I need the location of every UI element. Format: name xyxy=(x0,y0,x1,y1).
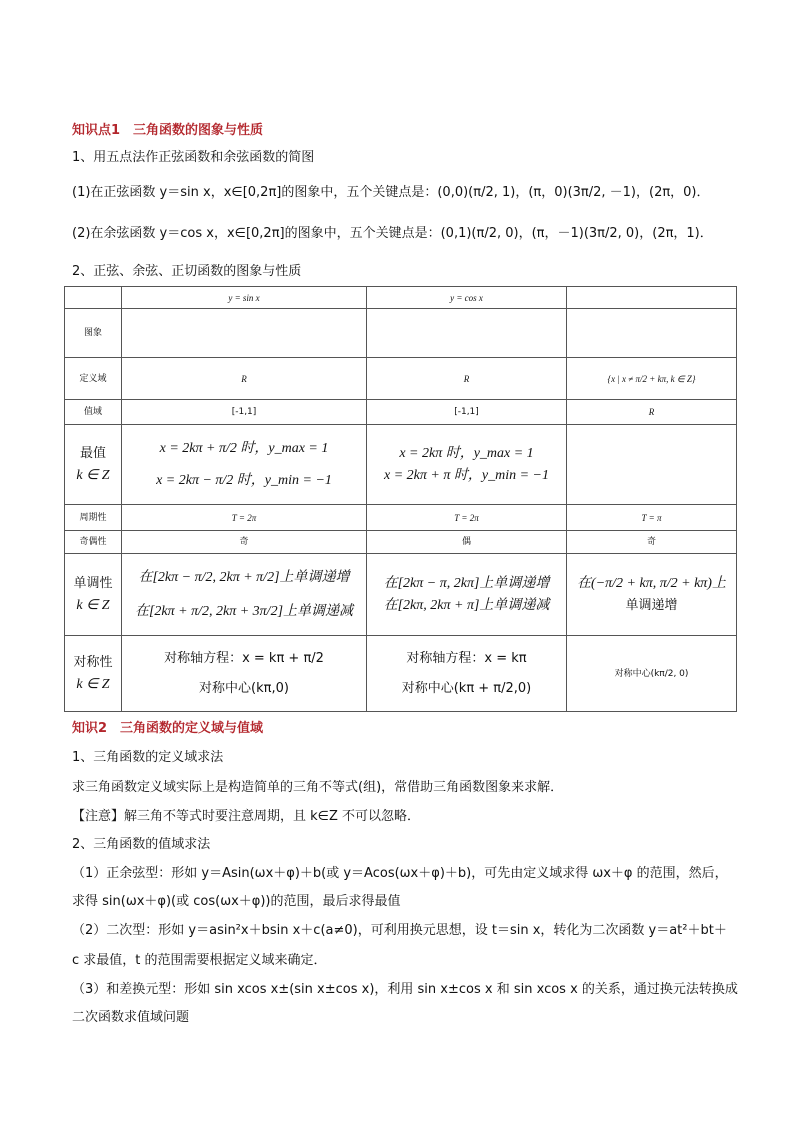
extreme-tan-empty xyxy=(567,425,737,505)
row-label-monotonic xyxy=(65,554,122,636)
domain-note: 【注意】解三角不等式时要注意周期，且 k∈Z 不可以忽略． xyxy=(72,809,421,824)
table-row-parity xyxy=(65,531,737,554)
symmetry-cos-axis: 对称轴方程：x = kπ xyxy=(406,650,527,666)
subsection-title-range: 2、三角函数的值域求法 xyxy=(72,837,211,852)
period-tan: T = π xyxy=(567,505,737,531)
table-row-period xyxy=(65,505,737,531)
header-sin: y = sin x xyxy=(122,287,367,309)
table-row-domain xyxy=(65,358,737,400)
row-label-monotonic-k: k ∈ Z xyxy=(76,597,110,613)
parity-cos: 偶 xyxy=(367,531,567,554)
row-label-domain: 定义域 xyxy=(65,358,122,400)
domain-method-text: 求三角函数定义域实际上是构造简单的三角不等式(组)，常借助三角函数图象来求解． xyxy=(72,780,564,795)
subsection-title-five-point: 1、用五点法作正弦函数和余弦函数的简图 xyxy=(72,150,315,165)
symmetry-sin xyxy=(122,636,367,712)
extreme-sin-max: x = 2kπ + π/2 时，y_max = 1 xyxy=(159,440,329,456)
range-method-2-line-2: c 求最值，t 的范围需要根据定义域来确定． xyxy=(72,953,327,968)
monotonic-sin-inc: 在[2kπ − π/2, 2kπ + π/2]上单调递增 xyxy=(138,569,350,585)
row-label-graph: 图象 xyxy=(65,309,122,358)
domain-cos: R xyxy=(367,358,567,400)
header-tan-empty xyxy=(567,287,737,309)
monotonic-cos-dec: 在[2kπ, 2kπ + π]上单调递减 xyxy=(383,597,550,613)
extreme-sin xyxy=(122,425,367,505)
symmetry-cos xyxy=(367,636,567,712)
row-label-extreme xyxy=(65,425,122,505)
row-label-monotonic-text: 单调性 xyxy=(73,575,113,591)
cos-key-points: (2)在余弦函数 y＝cos x，x∈[0,2π]的图象中，五个关键点是：(0,1)(π/2, 0)，(π，－1)(3π/2, 0)，(2π，1)． xyxy=(72,226,713,241)
monotonic-cos-inc: 在[2kπ − π, 2kπ]上单调递增 xyxy=(383,575,550,591)
subsection-title-domain: 1、三角函数的定义域求法 xyxy=(72,750,224,765)
row-label-parity: 奇偶性 xyxy=(65,531,122,554)
row-label-period: 周期性 xyxy=(65,505,122,531)
table-row-symmetry xyxy=(65,636,737,712)
parity-tan: 奇 xyxy=(567,531,737,554)
symmetry-cos-center: 对称中心(kπ + π/2,0) xyxy=(401,680,532,696)
range-method-3-line-1: （3）和差换元型：形如 sin xcos x±(sin x±cos x)，利用 sin x±cos x 和 sin xcos x 的关系，通过换元法转换成 xyxy=(72,982,738,997)
row-label-symmetry xyxy=(65,636,122,712)
table-row-monotonic xyxy=(65,554,737,636)
section-heading-2: 知识2 三角函数的定义域与值域 xyxy=(72,721,264,736)
table-row-range xyxy=(65,400,737,425)
graph-cell-tan xyxy=(567,309,737,358)
range-tan: R xyxy=(567,400,737,425)
domain-tan: {x | x ≠ π/2 + kπ, k ∈ Z} xyxy=(567,358,737,400)
sin-key-points: (1)在正弦函数 y＝sin x，x∈[0,2π]的图象中，五个关键点是：(0,0)(π/2, 1)，(π，0)(3π/2, －1)，(2π，0)． xyxy=(72,185,710,200)
domain-sin: R xyxy=(122,358,367,400)
symmetry-sin-axis: 对称轴方程：x = kπ + π/2 xyxy=(164,650,324,666)
range-method-2-line-1: （2）二次型：形如 y＝asin²x＋bsin x＋c(a≠0)，可利用换元思想，设 t＝sin x，转化为二次函数 y＝at²＋bt＋ xyxy=(72,923,727,938)
monotonic-sin xyxy=(122,554,367,636)
monotonic-sin-dec: 在[2kπ + π/2, 2kπ + 3π/2]上单调递减 xyxy=(134,603,354,619)
symmetry-sin-center: 对称中心(kπ,0) xyxy=(199,680,289,696)
table-header-row xyxy=(65,287,737,309)
table-row-extreme xyxy=(65,425,737,505)
extreme-cos-min: x = 2kπ + π 时，y_min = −1 xyxy=(384,467,549,483)
header-cos: y = cos x xyxy=(367,287,567,309)
row-label-range: 值域 xyxy=(65,400,122,425)
monotonic-cos xyxy=(367,554,567,636)
extreme-cos-max: x = 2kπ 时，y_max = 1 xyxy=(399,445,534,461)
parity-sin: 奇 xyxy=(122,531,367,554)
monotonic-tan xyxy=(567,554,737,636)
table-row-graph xyxy=(65,309,737,358)
range-cos: [-1,1] xyxy=(367,400,567,425)
range-method-3-line-2: 二次函数求值域问题 xyxy=(72,1010,190,1025)
extreme-cos xyxy=(367,425,567,505)
section-heading-1: 知识点1 三角函数的图象与性质 xyxy=(72,123,264,138)
row-label-extreme-text: 最值 xyxy=(79,445,106,461)
range-method-1-line-2: 求得 sin(ωx＋φ)(或 cos(ωx＋φ))的范围，最后求得最值 xyxy=(72,894,401,909)
range-method-1-line-1: （1）正余弦型：形如 y＝Asin(ωx＋φ)＋b(或 y＝Acos(ωx＋φ)＋b)，可先由定义域求得 ωx＋φ 的范围，然后， xyxy=(72,866,728,881)
row-label-extreme-k: k ∈ Z xyxy=(76,467,110,483)
subsection-title-graph-props: 2、正弦、余弦、正切函数的图象与性质 xyxy=(72,264,302,279)
period-sin: T = 2π xyxy=(122,505,367,531)
graph-cell-sin xyxy=(122,309,367,358)
period-cos: T = 2π xyxy=(367,505,567,531)
range-sin: [-1,1] xyxy=(122,400,367,425)
monotonic-tan-inc: 单调递增 xyxy=(625,597,678,613)
monotonic-tan-range: 在(−π/2 + kπ, π/2 + kπ)上 xyxy=(577,575,726,591)
row-label-symmetry-text: 对称性 xyxy=(73,654,113,670)
row-label-symmetry-k: k ∈ Z xyxy=(76,676,110,692)
symmetry-tan-center: 对称中心(kπ/2, 0) xyxy=(567,636,737,712)
trig-properties-table xyxy=(64,286,737,712)
header-cell-empty xyxy=(65,287,122,309)
graph-cell-cos xyxy=(367,309,567,358)
extreme-sin-min: x = 2kπ − π/2 时，y_min = −1 xyxy=(156,472,332,488)
